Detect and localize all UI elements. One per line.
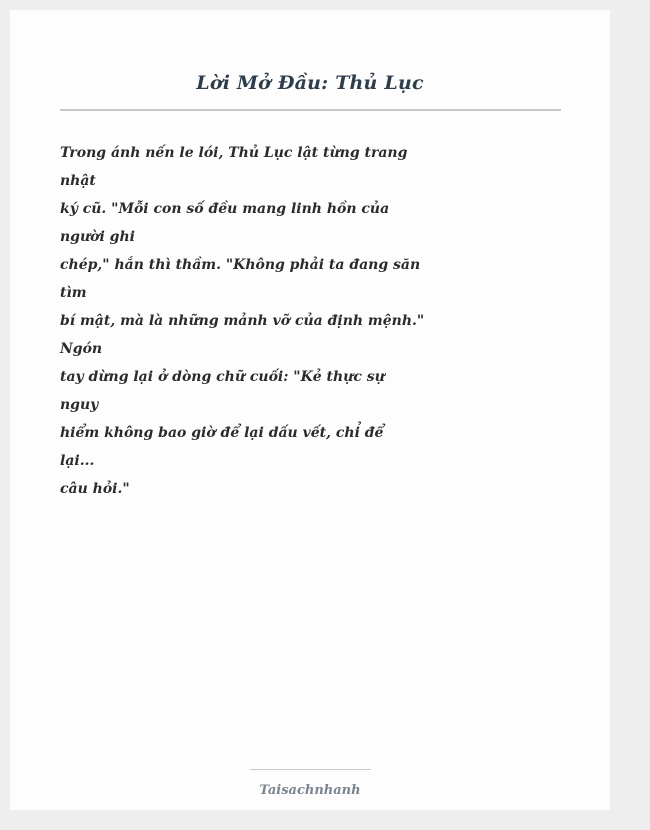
text-line: bí mật, mà là những mảnh vỡ của định mệnh." [60, 313, 425, 329]
body-text [60, 139, 425, 503]
text-line: lại... [60, 453, 95, 469]
text-line: nhật [60, 173, 96, 189]
text-line: hiểm không bao giờ để lại dấu vết, chỉ để [60, 425, 384, 441]
text-line: câu hỏi." [60, 481, 130, 497]
text-line: Ngón [60, 341, 103, 357]
text-line: Trong ánh nến le lói, Thủ Lục lật từng trang [60, 145, 408, 161]
text-line: chép," hắn thì thầm. "Không phải ta đang săn [60, 257, 421, 273]
document-page [10, 10, 610, 810]
text-line: ký cũ. "Mỗi con số đều mang linh hồn của [60, 201, 390, 217]
text-line: người ghi [60, 229, 135, 245]
text-line: nguy [60, 397, 99, 413]
text-line: tay dừng lại ở dòng chữ cuối: "Kẻ thực sự [60, 369, 385, 385]
title-divider [60, 109, 561, 111]
footer-brand: Taisachnhanh [259, 783, 361, 798]
text-line: tìm [60, 285, 87, 301]
footer-divider [250, 769, 371, 770]
page-title: Lời Mở Đầu: Thủ Lục [196, 72, 424, 94]
